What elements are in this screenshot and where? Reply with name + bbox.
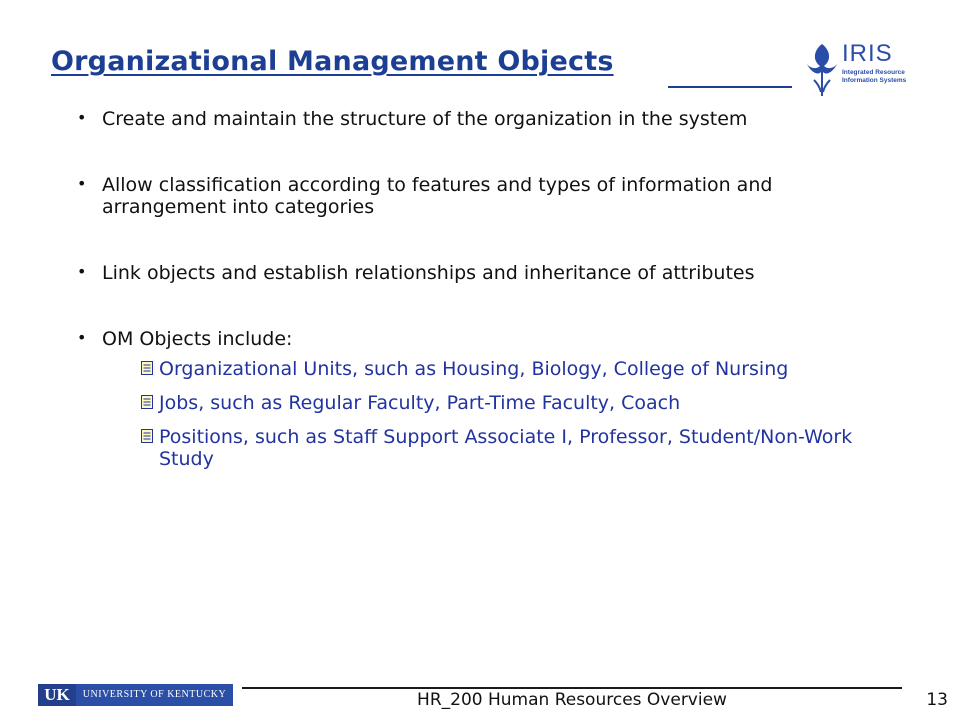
logo-tagline-2: Information Systems (842, 77, 907, 84)
sub-bullet-list (77, 358, 897, 470)
logo-name: IRIS (842, 40, 893, 67)
bullet-item (77, 328, 897, 350)
bullet-text: OM Objects include: (102, 328, 293, 350)
slide-title: Organizational Management Objects (51, 46, 614, 77)
bullet-list (77, 108, 897, 482)
sub-bullet-text: Organizational Units, such as Housing, Biology, College of Nursing (159, 358, 789, 380)
bullet-item (77, 108, 897, 130)
sub-bullet-text: Jobs, such as Regular Faculty, Part-Time Faculty, Coach (159, 392, 681, 414)
title-underline-rule (668, 86, 792, 88)
footer-rule (242, 687, 902, 689)
bullet-dot-icon: • (77, 262, 87, 281)
list-box-icon (141, 361, 153, 375)
sub-bullet-item (141, 426, 897, 470)
page-number: 13 (926, 690, 948, 710)
logo-tagline-1: Integrated Resource (842, 69, 905, 76)
sub-bullet-item (141, 392, 897, 414)
bullet-dot-icon: • (77, 108, 87, 127)
university-name: UNIVERSITY OF KENTUCKY (76, 684, 233, 706)
bullet-dot-icon: • (77, 328, 87, 347)
bullet-dot-icon: • (77, 174, 87, 193)
bullet-item (77, 174, 897, 218)
sub-bullet-item (141, 358, 897, 380)
bullet-text: Create and maintain the structure of the organization in the system (102, 108, 748, 130)
footer-course-text: HR_200 Human Resources Overview (417, 690, 727, 710)
bullet-text: Link objects and establish relationships and inheritance of attributes (102, 262, 755, 284)
iris-flower-icon (804, 40, 840, 100)
bullet-item (77, 262, 897, 284)
list-box-icon (141, 429, 153, 443)
sub-bullet-text: Positions, such as Staff Support Associate I, Professor, Student/Non-Work Study (159, 426, 853, 470)
bullet-text: Allow classification according to features and types of information and arrangement into categories (102, 174, 773, 218)
university-logo (38, 684, 233, 706)
uk-mark: UK (38, 684, 76, 706)
iris-logo (804, 40, 907, 100)
list-box-icon (141, 395, 153, 409)
